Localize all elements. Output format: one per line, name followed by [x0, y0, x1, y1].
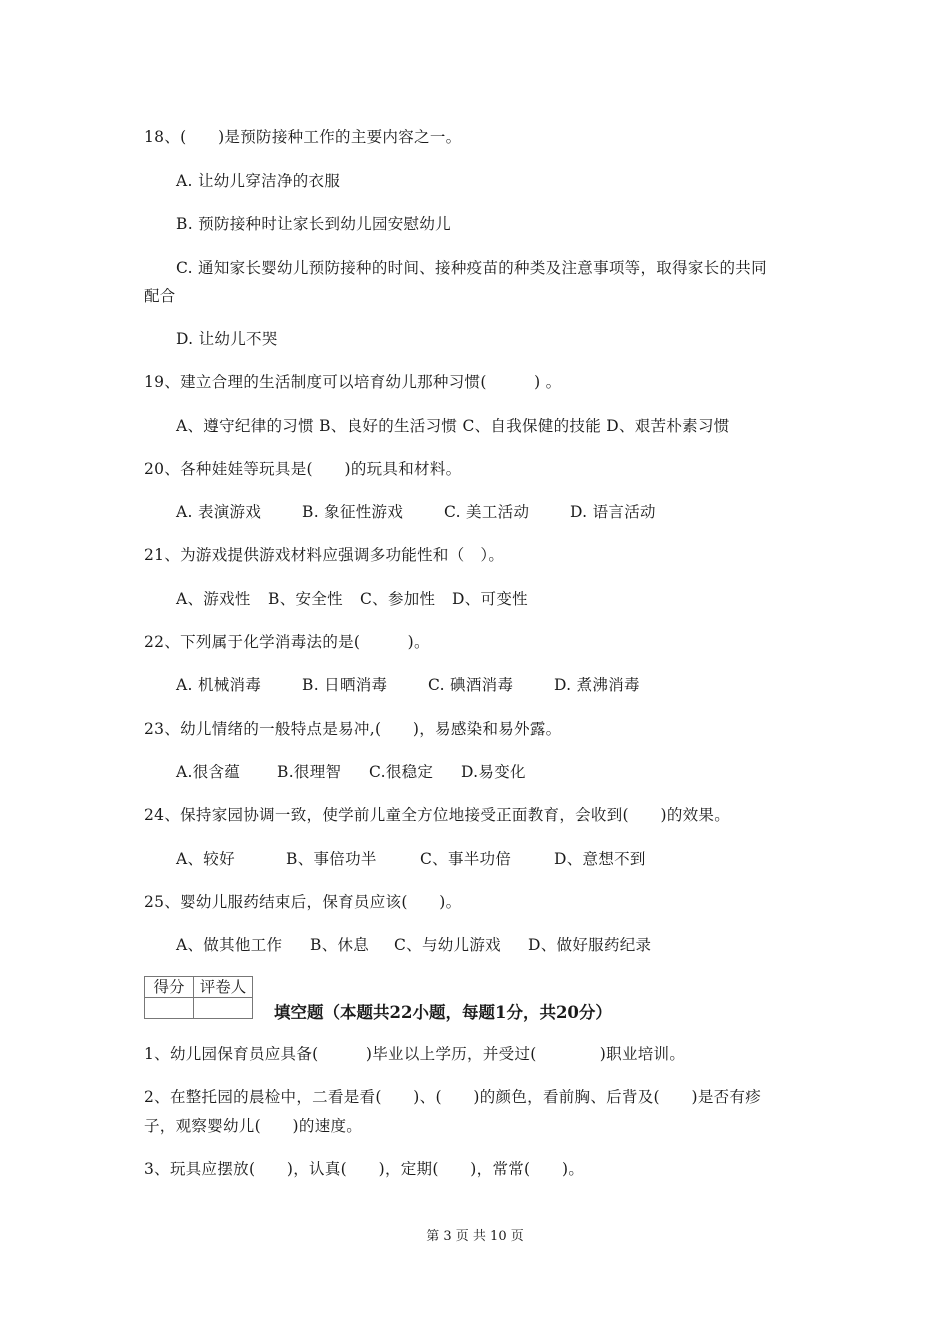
question-23-option-d: D.易变化	[461, 763, 526, 781]
question-25-option-a: A、做其他工作	[176, 936, 283, 954]
question-23-options	[176, 761, 526, 783]
question-18-option-d: D. 让幼儿不哭	[176, 330, 278, 348]
question-20-option-a: A. 表演游戏	[176, 503, 262, 521]
score-label: 得分	[145, 977, 194, 998]
question-21-options	[176, 588, 528, 610]
fill-question-1: 1、幼儿园保育员应具备( )毕业以上学历，并受过( )职业培训。	[144, 1045, 686, 1063]
page-footer: 第 3 页 共 10 页	[426, 1229, 524, 1244]
fill-question-2-cont: 子，观察婴幼儿( )的速度。	[144, 1117, 363, 1135]
question-21-option-a: A、游戏性	[176, 590, 251, 608]
question-22-option-a: A. 机械消毒	[176, 676, 262, 694]
question-21-option-d: D、可变性	[452, 590, 528, 608]
question-20-options	[176, 501, 656, 523]
question-22-option-d: D. 煮沸消毒	[554, 676, 640, 694]
question-19-options: A、遵守纪律的习惯 B、良好的生活习惯 C、自我保健的技能 D、艰苦朴素习惯	[176, 417, 730, 435]
question-22-stem: 22、下列属于化学消毒法的是( )。	[144, 633, 430, 651]
question-21-option-c: C、参加性	[360, 590, 436, 608]
question-23-stem: 23、幼儿情绪的一般特点是易冲,( )，易感染和易外露。	[144, 720, 562, 738]
question-24-option-b: B、事倍功半	[286, 850, 377, 868]
score-table	[144, 976, 253, 1019]
question-20-option-b: B. 象征性游戏	[302, 503, 404, 521]
question-23-option-b: B.很理智	[277, 763, 342, 781]
question-22-option-b: B. 日晒消毒	[302, 676, 388, 694]
question-20-option-c: C. 美工活动	[444, 503, 530, 521]
question-23-option-a: A.很含蕴	[176, 763, 241, 781]
question-22-option-c: C. 碘酒消毒	[428, 676, 514, 694]
question-23-option-c: C.很稳定	[369, 763, 434, 781]
question-21-option-b: B、安全性	[268, 590, 343, 608]
question-20-stem: 20、各种娃娃等玩具是( )的玩具和材料。	[144, 460, 462, 478]
question-18-option-b: B. 预防接种时让家长到幼儿园安慰幼儿	[176, 215, 451, 233]
question-24-options	[176, 848, 646, 870]
question-25-option-d: D、做好服药纪录	[528, 936, 652, 954]
grader-cell	[194, 998, 253, 1019]
score-cell	[145, 998, 194, 1019]
question-25-option-c: C、与幼儿游戏	[394, 936, 501, 954]
question-18-option-c: C. 通知家长婴幼儿预防接种的时间、接种疫苗的种类及注意事项等，取得家长的共同	[176, 259, 767, 277]
question-24-option-c: C、事半功倍	[420, 850, 512, 868]
question-19-stem: 19、建立合理的生活制度可以培育幼儿那种习惯( ) 。	[144, 373, 562, 391]
fill-question-2: 2、在整托园的晨检中，二看是看( )、( )的颜色，看前胸、后背及( )是否有疹	[144, 1088, 762, 1106]
question-20-option-d: D. 语言活动	[570, 503, 656, 521]
question-18-option-c-cont: 配合	[144, 287, 176, 305]
question-25-option-b: B、休息	[310, 936, 370, 954]
question-24-stem: 24、保持家园协调一致，使学前儿童全方位地接受正面教育，会收到( )的效果。	[144, 806, 731, 824]
question-21-stem: 21、为游戏提供游戏材料应强调多功能性和（ ）。	[144, 546, 505, 564]
question-25-stem: 25、婴幼儿服药结束后，保育员应该( )。	[144, 893, 462, 911]
question-24-option-d: D、意想不到	[554, 850, 646, 868]
question-25-options	[176, 934, 651, 956]
grader-label: 评卷人	[194, 977, 253, 998]
question-18-stem: 18、( )是预防接种工作的主要内容之一。	[144, 128, 462, 146]
fill-question-3: 3、玩具应摆放( )，认真( )，定期( )，常常( )。	[144, 1160, 585, 1178]
question-24-option-a: A、较好	[176, 850, 235, 868]
question-22-options	[176, 674, 640, 696]
section-title: 填空题（本题共22小题，每题1分，共20分）	[274, 1003, 612, 1022]
question-18-option-a: A. 让幼儿穿洁净的衣服	[176, 172, 341, 190]
